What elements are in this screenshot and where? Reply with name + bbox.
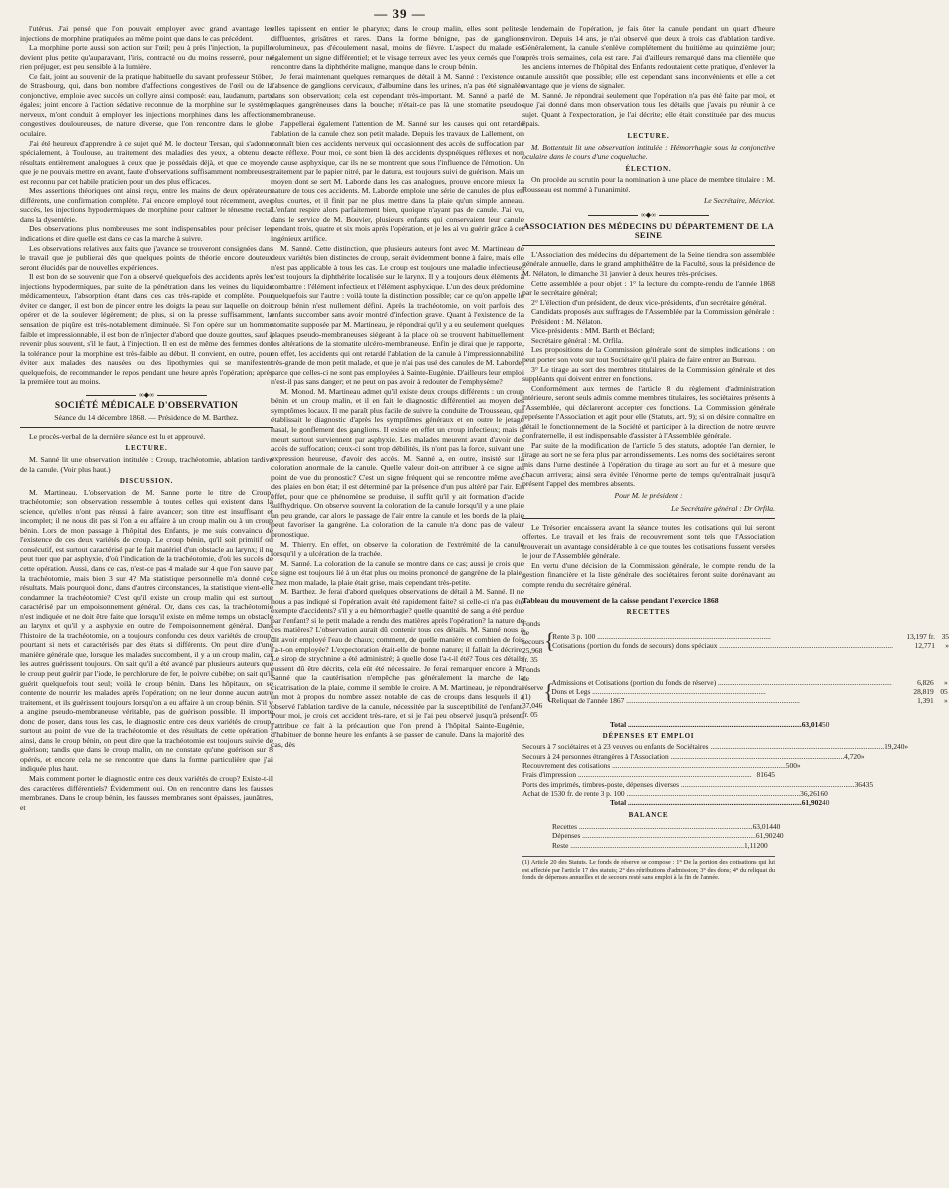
table-row: Secours à 7 sociétaires et à 23 veuves ou enfants de Sociétaires ..... 19,240 » bbox=[522, 742, 775, 751]
proces-verbal: Le procès-verbal de la dernière séance est lu et approuvé. bbox=[29, 431, 206, 441]
paragraph: En vertu d'une décision de la Commission générale, le compte rendu de la gestion financière et la liste générale des sociétaires feront suite dorénavant au compte rendu du secrétaire général. bbox=[522, 560, 775, 589]
paragraph: Par suite de la modification de l'article 5 des statuts, adoptée l'an dernier, le tirage au sort ne se fera plus par arrondissements. Les noms des sociétaires seront mis dans l'urne destinée à l'opération du tirage au sort au fur et à mesure que chacun arrivera; ainsi sera évitée l'énorme perte de temps qu'entraînait jusqu'à présent l'appel des membres absents. bbox=[522, 440, 775, 489]
discussion-heading: DISCUSSION. bbox=[119, 477, 174, 486]
paragraph: Ce fait, joint au souvenir de la pratique habituelle du savant professeur Stöber, de Strasbourg, qui, dans bon nombre d'affections congestives de l'œil ou de la conjonctive, emploie avec succès un collyre ainsi composé: eau, laudanum, parts égales; joint encore à l'action sédative reconnue de la morphine sur le système nerveux, m'ont conduit à employer les injections morphines dans les affections congestives douloureuses, de nature diverse, que l'on rencontre dans le globe oculaire. bbox=[20, 71, 273, 139]
society-title: SOCIÉTÉ MÉDICALE D'OBSERVATION bbox=[54, 400, 239, 411]
depenses-heading: DÉPENSES ET EMPLOI bbox=[602, 731, 695, 740]
column-3 bbox=[522, 24, 949, 1182]
paragraph: L'Association des médecins du département de la Seine tiendra son assemblée générale annuelle, dans le grand amphithéâtre de la Faculté, sous la présidence de M. Nélaton, le dimanche 31 janvier à deux heures très-précises. bbox=[522, 249, 775, 279]
paragraph: M. Monod. M. Martineau admet qu'il existe deux croups différents : un croup bénin et un croup malin, et il en fait le diagnostic différentiel au moyen des symptômes locaux. Il me paraît plus facile de suivre la conduite de Trousseau, qui établissait le diagnostic d'après les symptômes généraux et en outre le jetage nasal, le gonflement des ganglions. Il existe en effet un croup infectieux; mais il meurt surtout surviennent par asphyxie. Les malades meurent avant d'avoir des accès de suffocation; ceux-ci sont trop débilités, ils n'ont pas la force, suivant une expression heureuse, d'avoir des accès. M. Sanné a, en outre, insisté sur la coloration anormale de la canule. Quelle valeur doit-on attribuer à ce signe au point de vue du pronostic? C'est un signe fréquent qui se rencontre même avec des plaies en bon état; il est déterminé par la présence d'un pus altéré par l'air. En effet, pour que ce phénomène se produise, il suffit qu'il y ait formation d'acide sulfhydrique. On observe souvent la coloration de la canule lorsqu'il y a une plaie un peu grande, car alors le passage de l'air entre la canule et les bords de la plaie peut favoriser la gangrène. La coloration de la canule n'a donc pas de valeur pronostique. bbox=[271, 386, 524, 539]
paragraph: J'ai été heureux d'apprendre à ce sujet qué M. le docteur Tersan, qui s'adonne spécialement, à Toulouse, au traitement des maladies des yeux, a obtenu des résultats entièrement analogues à ceux que je possédais déjà, et que ce moyen, que je ne pouvais mettre en avant, faute d'observations suffisamment nombreuses, est reconnu par cet habile praticien pour un des plus efficaces. bbox=[20, 138, 273, 186]
footnote: (1) Article 20 des Statuts. Le fonds de réserve se compose : 1° De la portion des cotisations qui lui est affectée par l'article 17 des statuts; 2° des rétributions d'admission; 3° des dons; 4° du reliquat du fonds de dépenses annuelles et de secours resté sans emploi à la fin de l'année. bbox=[522, 856, 775, 882]
table-row: Recettes ..... 63,014 40 bbox=[552, 822, 702, 831]
lecture-heading: LECTURE. bbox=[627, 132, 670, 141]
lecture-text: M. Bottentuit lit une observation intitulée : Hémorrhagie sous la conjonctive oculaire dans le cours d'une coqueluche. bbox=[522, 142, 775, 162]
association-title: ASSOCIATION DES MÉDECINS DU DÉPARTEMENT DE LA SEINE bbox=[523, 220, 774, 241]
paragraph: Vice-présidents : MM. Barth et Béclard; bbox=[531, 326, 655, 336]
paragraph: J'appellerai également l'attention de M. Sanné sur les causes qui ont retardé l'ablation de la canule chez son petit malade. Depuis les travaux de Lallement, on connaît bien ces accidents nerveux qui occasionnent des accès de suffocation par acte réflexe. Pour moi, ce sont bien là des accidents dyspnéiques réflexes et non de cause asphyxique, car ils ne se montrent que sous l'influence de l'émotion. Un traitement par le papier nitré, par le datura, est toujours suivi de guérison. Mais un moyen dont se sert M. Laborde dans les cas analogues, prouve encore mieux la nature de tous ces accidents. M. Laborde emploie une série de canules de plus en plus courtes, et il finit par ne plus mettre dans la plaie qu'un simple anneau. L'enfant respire alors parfaitement bien, quoique n'ayant pas de canule. J'ai vu, dans le service de M. Bouvier, plusieurs enfants qui conservaient leur canule pendant trois, quatre et six mois après l'opération, et je les ai vu guérir grâce à cet ingénieux artifice. bbox=[271, 119, 524, 244]
paragraph: Président : M. Nélaton. bbox=[531, 316, 603, 326]
paragraph: M. Sanné. Je répondrai seulement que l'opération n'a pas été faite par moi, et que j'ai donné dans mon observation tous les détails que j'avais pu réunir à ce sujet. Quant à l'expectoration, je l'ai décrite; elle était constituée par des mucus épais. bbox=[522, 90, 775, 129]
paragraph: Secrétaire général : M. Orfila. bbox=[531, 335, 624, 345]
fonds-secours-group bbox=[522, 618, 949, 664]
election-heading: ÉLECTION. bbox=[625, 164, 672, 173]
table-row: Achat de 1530 fr. de rente 3 p. 100 ..... 36,261 60 bbox=[522, 789, 775, 798]
paragraph: M. Sanné. La coloration de la canule se montre dans ce cas; aussi je crois que ce signe est toujours lié à un état plus ou moins prononcé de gangrène de la plaie. Chez mon malade, la plaie était grise, mais cependant très-petite. bbox=[271, 558, 524, 587]
group-label: Fonds de secours 25,968 fr. 35 bbox=[522, 618, 545, 664]
table-title: Tableau du mouvement de la caisse pendant l'exercice 1868 bbox=[522, 595, 719, 605]
paragraph: Il est bon de se souvenir que l'on a observé quelquefois des accidents après les injections hypodermiques, par suite de la pénétration dans les veines du liquide médicamenteux, l'absorption étant dans ces cas très-rapide et complète. Pour éviter ce danger, il est bon de pincer entre les doigts la peau sur laquelle on doit opérer et de la soulever légèrement; de plus, si on la presse suffisamment, la sensation de piqûre est très-notablement diminuée. Si l'on opère sur un homme faible et impressionnable, il est bon de n'injecter d'abord que douze gouttes, sauf à revenir plus souvent, s'il le faut, à l'injection. Il en est de même des femmes dont la tolérance pour la morphine est très-faible au début. Il convient, en outre, pour éviter aux malades des nausées ou des lipothymies qui se manifestent quelquefois, de recommander le repos pendant une heure après l'opération; après la première tout au moins. bbox=[20, 272, 273, 387]
total-row: Total ..... 63,014 50 bbox=[610, 720, 775, 729]
table-row: Dépenses ..... 61,902 40 bbox=[552, 831, 702, 840]
paragraph: M. Barthez. Je ferai d'abord quelques observations de détail à M. Sanné. Il ne nous a pas indiqué si l'opération avait été rapidement faite? si celle-ci n'a pas été exempte d'accidents? s'il y a eu hémorrhagie? quelle quantité de sang a été perdue par l'enfant? si le petit malade a rendu des matières après l'opération? la nature de ces matières? L'observation aurait dû contenir tous ces détails. M. Sanné nous a dit avoir employé l'eau de chaux; comment, de quelle manière et combien de fois l'a-t-on employée? L'expectoration était-elle de bonne nature; il fallait la décrire. Le sirop de strychnine a été administré; à quelle dose l'a-t-il été? Tous ces détails eussent dû être décrits, cela eût été nécessaire. Je ferai remarquer encore à M. Sanné que la cautérisation n'empêche pas généralement la marche de la cicatrisation de la plaie, comme il semble le croire. A M. Martineau, je répondrai un mot à propos du nombre assez notable de cas de croups dans lesquels il a observé l'ablation tardive de la canule, nécessitée par la susceptibilité de l'enfant. Pour moi, je crois cet accident très-rare, et si je l'ai peu observé jusqu'à présent, j'attribue ce fait à la précaution que l'on prend à l'hôpital Sainte-Eugénie, d'habituer de bonne heure les enfants à se passer de canule. Dans la majorité des cas, dès bbox=[271, 587, 524, 750]
paragraph: M. Martineau. L'observation de M. Sanne porte le titre de Croup, trachéotomie; son observation ressemble à toutes celles qui existent dans la science, qu'elles n'ont pas réussi à faire avancer; son titre est insuffisant et incomplet; il ne nous dit pas si l'on a eu affaire à un croup malin ou à un croup bénin. Lors de mon passage à l'hôpital des Enfants, je me suis convaincu de l'existence de ces deux variétés de croup. Le croup bénin, qu'il soit primitif ou consécutif, est surtout caractérisé par le fait matériel d'un obstacle au larynx; il ne peut tuer que par asphyxie, d'où l'indication de la trachéotomie, d'où les succès de cette opération. Aussi, dans ce cas, n'est-ce pas 4 malade sur 4 que l'on sauve par la trachéotomie, mais bien 3 sur 4? Ma statistique personnelle m'a donné ces résultats. Mais pourquoi donc, dans d'autres circonstances, la statistique vient-elle condamner la trachéotomie? C'est qu'il existe un croup malin qui est surtout caractérisé par un empoisonnement général. Or, dans ces cas, la trachéotomie n'est indiquée et ne doit être faite que lorsqu'il existe en même temps un obstacle au larynx et qu'il y a asphyxie en outre de l'empoisonnement général. Dans l'histoire de la trachéotomie, on a toujours confondu ces deux variétés de croup, pourtant si nets et caractérisés par des états si différents. On peut dire d'une manière générale que, lorsque les malades succombent, il y a un croup malin, car les autres guérissent toujours. On sait qu'il a été avancé par plusieurs auteurs que le croup peut guérir par l'iode, le perchlorure de fer, le poivre cubèbe; on sait qu'il guérit quelquefois tout seul; voilà le croup bénin. Dans les hôpitaux, on se contente de nourrir les malades après l'opération; on ne leur donne aucun autre traitement, et ils guérissent toujours lorsqu'on a eu affaire à un croup bénin. S'il y a angine pseudo-membraneuse véritable, pas de guérison possible. Il importe donc de poser, dans tous les cas, le diagnostic entre ces deux variétés de croup, surtout au point de vue de la trachéotomie et des résultats de cette opération : ainsi, dans le croup bénin, on peut dire que la trachéotomie est toujours suivie de guérison; tandis que dans le croup malin, on ne constate qu'une guérison sur 8 opérés, et encore cela ne se rencontre que dans la forme particulière que j'ai indiquée plus haut. bbox=[20, 487, 273, 774]
fonds-reserve-group bbox=[522, 664, 948, 719]
paragraph: M. Thierry. En effet, on observe la coloration de l'extrémité de la canule lorsqu'il y a ulcération de la trachée. bbox=[271, 539, 524, 559]
table-row: Reste ..... 1,112 00 bbox=[552, 841, 702, 850]
divider bbox=[522, 518, 775, 519]
total-row: Total ..... 61,902 40 bbox=[610, 798, 775, 807]
group-label: Fonds de réserve (1) 37,046 fr. 05 bbox=[522, 664, 544, 719]
table-row: Recouvrement des cotisations ..... 500 » bbox=[522, 761, 775, 770]
page-number: — 39 — bbox=[374, 6, 426, 21]
brace-icon: { bbox=[543, 678, 554, 704]
recettes-heading: RECETTES bbox=[626, 608, 671, 617]
paragraph: Je ferai maintenant quelques remarques de détail à M. Sanné : l'existence ou l'absence de ganglions cervicaux, d'albumine dans les urines, n'a pas été signalée dans son observation; cela est cependant très-important. M. Sanné a parlé de plaques gangréneuses dans la bouche; n'était-ce pas là une stomatite pseudo-membraneuse. bbox=[271, 71, 524, 119]
balance-heading: BALANCE bbox=[628, 810, 669, 819]
balance-block bbox=[552, 822, 784, 850]
paragraph: le lendemain de l'opération, je fais ôter la canule pendant un quart d'heure environ. Depuis 14 ans, je n'ai observé que deux à trois cas d'ablation tardive. Généralement, la canule s'enlève complétement du huitième au quinzième jour; après trois semaines, cela est rare. J'ai d'ailleurs remarqué dans ma clientèle que les anciens internes de l'hôpital des Enfants redoutaient cette pratique, d'enlever la canule aussitôt que possible; elle est cependant sans inconvénients et elle a cet avantage que je viens de signaler. bbox=[522, 24, 775, 91]
table-row: Rente 3 p. 100 ..... 13,197 fr. 35 bbox=[552, 632, 949, 641]
paragraph: Cette assemblée a pour objet : 1° la lecture du compte-rendu de l'année 1868 par le secrétaire général; bbox=[522, 278, 775, 298]
paragraph: Mes assertions théoriques ont ainsi reçu, entre les mains de deux opérateurs différents, une confirmation complète. J'ai encore employé tout récemment, avec succès, les injections hypodermiques de morphine pour calmer le ténesme rectal dans la dysentérie. bbox=[20, 186, 273, 224]
table-row: Cotisations (portion du fonds de secours) dons spéciaux ..... 12,771 » bbox=[552, 641, 949, 650]
paragraph: Des observations plus nombreuses me sont indispensables pour préciser les indications et dire quelle est dans ce cas la marche à suivre. bbox=[20, 224, 273, 244]
paragraph: Mais comment porter le diagnostic entre ces deux variétés de croup? Existe-t-il des caractères différentiels? Évidemment oui. On en rencontre dans les fausses membranes. Dans le croup bénin, les fausses membranes sont épaisses, jaunâtres, et bbox=[20, 774, 273, 812]
paragraph: Le Trésorier encaissera avant la séance toutes les cotisations qui lui seront offertes. Le travail et les frais de recouvrement sont tels que l'Association trouverait un avantage considérable à ce que toutes les cotisations fussent versées le jour de l'Assemblée générale. bbox=[522, 522, 775, 561]
paragraph: 2° L'élection d'un président, de deux vice-présidents, d'un secrétaire général. bbox=[531, 297, 767, 307]
paragraph: La morphine porte aussi son action sur l'œil; peu à près l'injection, la pupille devient plus petite qu'auparavant, l'iris, contracté ou du moins resserré, pour ne rien préjuger, est peu sensible à la lumière. bbox=[20, 43, 273, 72]
paragraph: Candidats proposés aux suffrages de l'Assemblée par la Commission générale : bbox=[531, 307, 775, 317]
lecture-heading: LECTURE. bbox=[125, 444, 168, 453]
lecture-text: M. Sanné lit une observation intitulée : Croup, trachéotomie, ablation tardive de la canule. (Voir plus haut.) bbox=[20, 454, 273, 474]
table-row: Frais d'impression ..... 816 45 bbox=[522, 770, 775, 779]
paragraph: Conformément aux termes de l'article 8 du règlement d'administration intérieure, seront seuls admis comme membres titulaires, les sociétaires présents à l'Assemblée, qui déclareront accepter ces fonctions. La Commission générale représente l'Association et agit pour elle (Statuts, art. 9); si on désire connaître en détail le fonctionnement de la Société et participer à la direction de notre œuvre confraternelle, il est indispensable d'assister à l'Assemblée générale. bbox=[522, 383, 775, 441]
secretary-signature: Le Secrétaire, Mécriot. bbox=[703, 196, 775, 206]
table-row: Dons et Legs ..... 28,819 05 bbox=[551, 687, 947, 696]
column-2 bbox=[271, 24, 524, 1182]
paragraph: Les observations relatives aux faits que j'avance se trouveront consignées dans le travail que je publierai dès que quelques points de théorie encore douteux seront élucidés par de nouvelles expériences. bbox=[20, 243, 273, 272]
divider bbox=[20, 427, 273, 428]
secretary-general-signature: Le Secrétaire général : Dr Orfila. bbox=[671, 504, 775, 514]
table-row: Reliquat de l'année 1867 ..... 1,391 » bbox=[551, 696, 947, 705]
ornament-divider: ∞◆∞ bbox=[522, 210, 775, 218]
table-row: Ports des imprimés, timbres-poste, dépenses diverses ..... 364 35 bbox=[522, 780, 775, 789]
paragraph: Les propositions de la Commission générale sont de simples indications : on peut porter son vote sur tout Sociétaire qu'il plaira de faire entrer au Bureau. bbox=[522, 345, 775, 364]
paragraph: l'utérus. J'ai pensé que l'on pouvait employer avec grand avantage les injections de morphine pratiquées au même point que dans le cas précédent. bbox=[20, 24, 273, 43]
paragraph: M. Sanné. Cette distinction, que plusieurs auteurs font avec M. Martineau de deux variétés bien distinctes de croup, serait évidemment bonne à faire, mais elle n'est pas applicable à tous les cas. Le croup est toujours une maladie infectieuse, c'est toujours la diphthérite localisée sur le larynx. Il y a toujours deux éléments à combattre : l'élément infectieux et l'élément asphyxique. L'un des deux prédomine quelquefois sur l'autre : voilà toute la distinction possible; car ce qu'on appelle le croup bénin n'est nullement défini. Après la trachéotomie, on voit parfois des enfants succomber sans avoir montré d'infection grave. Quant à l'existence de la stomatite supposée par M. Martineau, je répondrai qu'il y a eu seulement quelques plaques pseudo-membraneuses siégeant à la place où se trouvent habituellement les altérations de la stomatite ulcéro-membraneuse. Enfin je dirai que je rapporte, en effet, les accidents qui ont retardé l'ablation de la canule à l'impressionnabilité très-grande de mon petit malade, et que je n'ai pas usé des canules de M. Laborde, parce que celles-ci ne sont pas employées à Sainte-Eugénie. D'ailleurs leur emploi n'est-il pas sans danger; et ne peut on pas avoir à redouter de l'emphysème? bbox=[271, 243, 524, 387]
paragraph: elles tapissent en entier le pharynx; dans le croup malin, elles sont pelites, diffluentes, grisâtres et rares. Dans la forme bénigne, pas de ganglions volumineux, pas d'écoulement nasal, moins de fièvre. L'aspect du malade est également un signe différentiel; et le visage terreux avec les yeux cernés que l'on rencontre dans la diphthérite maligne, manque dans le croup bénin. bbox=[271, 24, 524, 72]
table-row: Admissions et Cotisations (portion du fonds de réserve) ..... 6,826 » bbox=[551, 678, 947, 687]
ornament-divider: ∞◆∞ bbox=[20, 390, 273, 398]
divider bbox=[522, 245, 775, 246]
election-text: On procède au scrutin pour la nomination à une place de membre titulaire : M. Rousseau est nommé à l'unanimité. bbox=[522, 175, 775, 194]
brace-icon: { bbox=[544, 628, 555, 654]
paragraph: 3° Le tirage au sort des membres titulaires de la Commission générale et des suppléants qui doivent entrer en fonctions. bbox=[522, 364, 775, 384]
president-signature: Pour M. le président : bbox=[614, 490, 683, 500]
table-row: Secours à 24 personnes étrangères à l'Association ..... 4,720 » bbox=[522, 752, 775, 761]
seance-line: Séance du 14 décembre 1868. — Présidence de M. Barthez. bbox=[54, 413, 239, 423]
column-1 bbox=[20, 24, 273, 1182]
